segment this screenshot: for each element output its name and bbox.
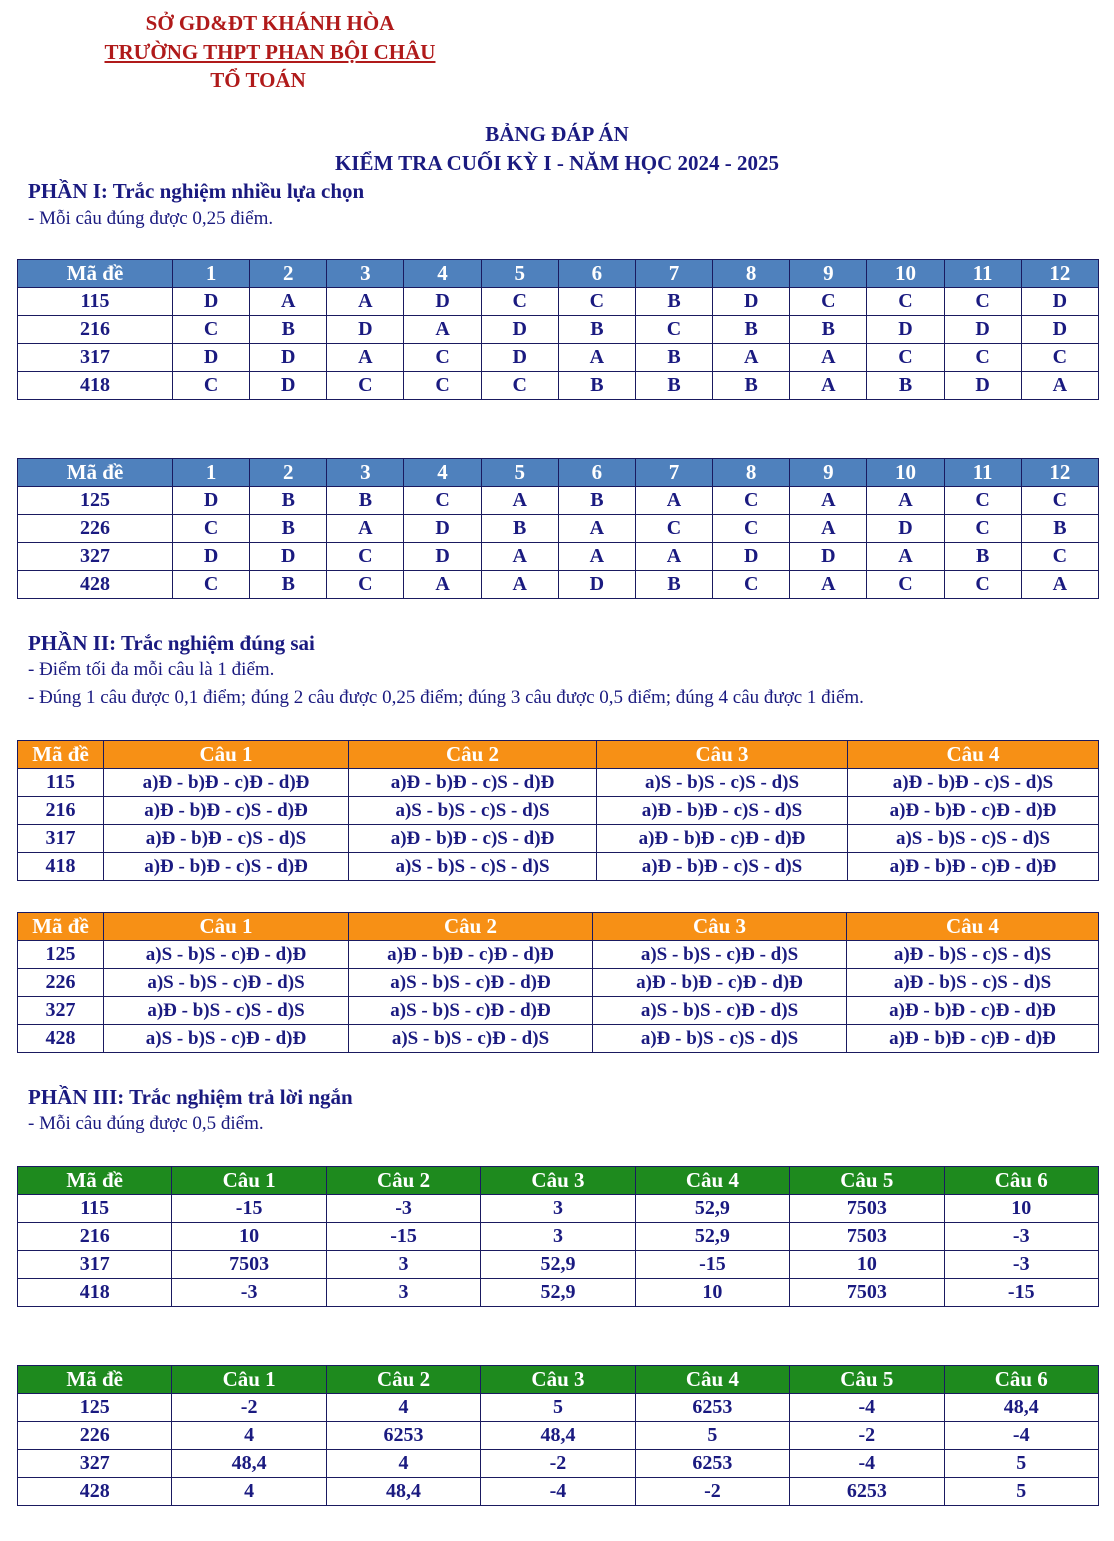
answer-cell: A: [558, 344, 635, 372]
answer-cell: D: [481, 316, 558, 344]
answer-cell: a)S - b)S - c)Đ - d)S: [104, 969, 349, 997]
answer-cell: -3: [944, 1251, 1098, 1279]
answer-cell: a)S - b)S - c)Đ - d)S: [593, 997, 847, 1025]
answer-cell: -3: [172, 1279, 326, 1307]
answer-cell: A: [867, 543, 944, 571]
column-header: Câu 2: [326, 1366, 480, 1394]
exam-code-cell: 216: [18, 316, 173, 344]
answer-cell: C: [404, 372, 481, 400]
answer-cell: D: [481, 344, 558, 372]
table-row: [18, 941, 1099, 969]
column-header: 4: [404, 459, 481, 487]
column-header: 3: [327, 459, 404, 487]
exam-code-cell: 115: [18, 769, 104, 797]
column-header: Câu 1: [172, 1366, 326, 1394]
column-header: Câu 4: [635, 1366, 789, 1394]
answer-cell: 3: [326, 1279, 480, 1307]
answer-cell: D: [250, 543, 327, 571]
answer-cell: A: [713, 344, 790, 372]
exam-code-cell: 216: [18, 1223, 172, 1251]
answer-cell: 7503: [790, 1223, 944, 1251]
answer-cell: D: [173, 543, 250, 571]
column-header: Câu 5: [790, 1167, 944, 1195]
answer-cell: A: [327, 288, 404, 316]
exam-code-cell: 317: [18, 344, 173, 372]
column-header: Câu 1: [104, 741, 349, 769]
answer-cell: a)Đ - b)Đ - c)Đ - d)Đ: [597, 825, 848, 853]
answer-cell: B: [635, 344, 712, 372]
answer-cell: C: [404, 487, 481, 515]
answer-cell: a)Đ - b)S - c)S - d)S: [104, 997, 349, 1025]
answer-cell: C: [327, 372, 404, 400]
exam-code-cell: 216: [18, 797, 104, 825]
answer-cell: 4: [326, 1450, 480, 1478]
table-row: [18, 1251, 1099, 1279]
column-header: Câu 4: [847, 913, 1099, 941]
answer-cell: a)S - b)S - c)Đ - d)S: [349, 1025, 593, 1053]
part1-table-2: [17, 458, 1099, 599]
answer-cell: A: [481, 571, 558, 599]
answer-cell: B: [558, 316, 635, 344]
answer-cell: 5: [944, 1478, 1098, 1506]
table-row: [18, 797, 1099, 825]
part3-heading: PHẦN III: Trắc nghiệm trả lời ngắn: [28, 1085, 353, 1109]
exam-code-cell: 317: [18, 825, 104, 853]
answer-cell: a)Đ - b)Đ - c)S - d)S: [597, 853, 848, 881]
answer-cell: D: [250, 372, 327, 400]
column-header: 2: [250, 260, 327, 288]
column-header: 8: [713, 260, 790, 288]
answer-cell: -3: [326, 1195, 480, 1223]
exam-code-cell: 428: [18, 1025, 104, 1053]
table-row: [18, 1025, 1099, 1053]
answer-cell: C: [944, 344, 1021, 372]
answer-cell: B: [250, 571, 327, 599]
table-row: [18, 1195, 1099, 1223]
table-row: [18, 316, 1099, 344]
table-header-row: [18, 260, 1099, 288]
answer-cell: C: [1021, 543, 1098, 571]
answer-cell: B: [558, 372, 635, 400]
answer-cell: D: [173, 288, 250, 316]
answer-cell: a)Đ - b)Đ - c)Đ - d)Đ: [848, 797, 1099, 825]
answer-cell: B: [327, 487, 404, 515]
answer-cell: C: [944, 288, 1021, 316]
part1-note: - Mỗi câu đúng được 0,25 điểm.: [28, 208, 274, 229]
answer-cell: A: [404, 316, 481, 344]
answer-cell: C: [635, 316, 712, 344]
table-row: [18, 344, 1099, 372]
answer-cell: 52,9: [635, 1195, 789, 1223]
table-header-row: [18, 1366, 1099, 1394]
answer-cell: C: [944, 515, 1021, 543]
answer-cell: -15: [326, 1223, 480, 1251]
table-row: [18, 1450, 1099, 1478]
exam-code-cell: 226: [18, 515, 173, 543]
answer-cell: D: [404, 288, 481, 316]
exam-code-cell: 327: [18, 997, 104, 1025]
answer-cell: 48,4: [326, 1478, 480, 1506]
table-row: [18, 571, 1099, 599]
column-header-code: Mã đề: [18, 913, 104, 941]
exam-code-cell: 125: [18, 1394, 172, 1422]
table-row: [18, 487, 1099, 515]
answer-cell: D: [173, 487, 250, 515]
column-header: 10: [867, 459, 944, 487]
answer-cell: -4: [790, 1394, 944, 1422]
answer-cell: 52,9: [481, 1251, 635, 1279]
column-header: Câu 5: [790, 1366, 944, 1394]
column-header: 1: [173, 260, 250, 288]
answer-cell: a)S - b)S - c)Đ - d)Đ: [104, 1025, 349, 1053]
answer-cell: C: [790, 288, 867, 316]
answer-cell: C: [1021, 344, 1098, 372]
answer-cell: a)S - b)S - c)Đ - d)S: [593, 941, 847, 969]
answer-cell: A: [250, 288, 327, 316]
answer-cell: D: [790, 543, 867, 571]
answer-cell: a)Đ - b)Đ - c)S - d)Đ: [349, 769, 597, 797]
exam-code-cell: 327: [18, 543, 173, 571]
answer-cell: A: [790, 487, 867, 515]
column-header: 11: [944, 459, 1021, 487]
answer-cell: -3: [944, 1223, 1098, 1251]
answer-cell: A: [790, 515, 867, 543]
answer-cell: 7503: [790, 1279, 944, 1307]
answer-cell: a)Đ - b)S - c)S - d)S: [847, 941, 1099, 969]
column-header: Câu 2: [349, 741, 597, 769]
department-name: SỞ GD&ĐT KHÁNH HÒA: [145, 11, 395, 35]
answer-cell: a)S - b)S - c)Đ - d)Đ: [349, 997, 593, 1025]
answer-cell: a)Đ - b)Đ - c)S - d)S: [597, 797, 848, 825]
answer-cell: D: [944, 372, 1021, 400]
answer-cell: A: [481, 543, 558, 571]
answer-cell: D: [1021, 316, 1098, 344]
answer-cell: A: [790, 571, 867, 599]
answer-cell: a)Đ - b)Đ - c)Đ - d)Đ: [847, 997, 1099, 1025]
column-header: Câu 4: [848, 741, 1099, 769]
table-row: [18, 515, 1099, 543]
answer-cell: B: [790, 316, 867, 344]
exam-code-cell: 428: [18, 571, 173, 599]
answer-cell: 52,9: [635, 1223, 789, 1251]
exam-code-cell: 418: [18, 853, 104, 881]
column-header: Câu 6: [944, 1366, 1098, 1394]
answer-cell: A: [790, 372, 867, 400]
table-row: [18, 997, 1099, 1025]
answer-cell: D: [867, 515, 944, 543]
part1-table-1: [17, 259, 1099, 400]
table-row: [18, 1223, 1099, 1251]
exam-code-cell: 115: [18, 1195, 172, 1223]
answer-cell: C: [1021, 487, 1098, 515]
school-name: TRƯỜNG THPT PHAN BỘI CHÂU: [104, 40, 436, 64]
answer-cell: a)Đ - b)Đ - c)S - d)Đ: [349, 825, 597, 853]
answer-cell: B: [635, 571, 712, 599]
answer-cell: C: [944, 487, 1021, 515]
column-header: 7: [635, 260, 712, 288]
answer-cell: 48,4: [481, 1422, 635, 1450]
answer-cell: 4: [326, 1394, 480, 1422]
column-header: Câu 3: [481, 1366, 635, 1394]
answer-cell: A: [327, 515, 404, 543]
answer-cell: a)Đ - b)Đ - c)S - d)S: [104, 825, 349, 853]
answer-cell: A: [790, 344, 867, 372]
column-header: 12: [1021, 260, 1098, 288]
exam-code-cell: 115: [18, 288, 173, 316]
answer-cell: D: [713, 288, 790, 316]
answer-cell: 48,4: [172, 1450, 326, 1478]
table-header-row: [18, 459, 1099, 487]
answer-cell: D: [327, 316, 404, 344]
answer-cell: B: [944, 543, 1021, 571]
answer-cell: D: [404, 543, 481, 571]
answer-cell: a)Đ - b)Đ - c)S - d)Đ: [104, 853, 349, 881]
table-header-row: [18, 913, 1099, 941]
answer-cell: -15: [635, 1251, 789, 1279]
answer-cell: a)S - b)S - c)S - d)S: [349, 797, 597, 825]
answer-cell: a)Đ - b)Đ - c)Đ - d)Đ: [104, 769, 349, 797]
exam-code-cell: 317: [18, 1251, 172, 1279]
answer-cell: B: [713, 316, 790, 344]
answer-cell: -4: [481, 1478, 635, 1506]
table-header-row: [18, 1167, 1099, 1195]
answer-cell: 5: [481, 1394, 635, 1422]
answer-cell: -4: [790, 1450, 944, 1478]
exam-code-cell: 418: [18, 372, 173, 400]
column-header-code: Mã đề: [18, 1167, 172, 1195]
table-header-row: [18, 741, 1099, 769]
answer-cell: -2: [481, 1450, 635, 1478]
part2-note-2: - Đúng 1 câu được 0,1 điểm; đúng 2 câu được 0,25 điểm; đúng 3 câu được 0,5 điểm; đúng 4 câu được 1 điểm.: [28, 687, 864, 708]
answer-cell: C: [867, 571, 944, 599]
column-header: 6: [558, 459, 635, 487]
answer-cell: 6253: [635, 1394, 789, 1422]
answer-cell: -2: [172, 1394, 326, 1422]
answer-cell: a)Đ - b)S - c)S - d)S: [847, 969, 1099, 997]
answer-cell: a)Đ - b)Đ - c)S - d)S: [848, 769, 1099, 797]
answer-cell: A: [327, 344, 404, 372]
table-row: [18, 825, 1099, 853]
answer-cell: D: [558, 571, 635, 599]
column-header: 9: [790, 260, 867, 288]
answer-cell: C: [173, 571, 250, 599]
part3-note: - Mỗi câu đúng được 0,5 điểm.: [28, 1113, 264, 1134]
answer-cell: B: [250, 487, 327, 515]
answer-cell: a)S - b)S - c)Đ - d)Đ: [349, 969, 593, 997]
table-row: [18, 1478, 1099, 1506]
table-row: [18, 543, 1099, 571]
column-header: Câu 2: [349, 913, 593, 941]
answer-cell: 7503: [790, 1195, 944, 1223]
answer-cell: A: [404, 571, 481, 599]
answer-cell: B: [713, 372, 790, 400]
answer-cell: D: [713, 543, 790, 571]
part1-heading: PHẦN I: Trắc nghiệm nhiều lựa chọn: [28, 179, 365, 203]
exam-code-cell: 327: [18, 1450, 172, 1478]
table-row: [18, 372, 1099, 400]
answer-cell: -4: [944, 1422, 1098, 1450]
table-row: [18, 1279, 1099, 1307]
answer-cell: 10: [172, 1223, 326, 1251]
answer-cell: a)Đ - b)Đ - c)Đ - d)Đ: [349, 941, 593, 969]
answer-cell: B: [1021, 515, 1098, 543]
exam-code-cell: 418: [18, 1279, 172, 1307]
answer-cell: -2: [790, 1422, 944, 1450]
answer-cell: D: [867, 316, 944, 344]
answer-cell: D: [1021, 288, 1098, 316]
part2-heading: PHẦN II: Trắc nghiệm đúng sai: [28, 631, 315, 655]
answer-cell: A: [558, 515, 635, 543]
answer-cell: 6253: [326, 1422, 480, 1450]
column-header: Câu 1: [172, 1167, 326, 1195]
answer-cell: 10: [944, 1195, 1098, 1223]
part3-table-1: [17, 1166, 1099, 1307]
column-header-code: Mã đề: [18, 1366, 172, 1394]
exam-code-cell: 428: [18, 1478, 172, 1506]
answer-cell: C: [481, 372, 558, 400]
column-header: 10: [867, 260, 944, 288]
answer-cell: 10: [635, 1279, 789, 1307]
exam-code-cell: 226: [18, 1422, 172, 1450]
table-row: [18, 969, 1099, 997]
column-header: 9: [790, 459, 867, 487]
answer-cell: a)S - b)S - c)S - d)S: [848, 825, 1099, 853]
answer-cell: 6253: [635, 1450, 789, 1478]
answer-cell: D: [404, 515, 481, 543]
answer-cell: C: [173, 316, 250, 344]
answer-cell: 52,9: [481, 1279, 635, 1307]
group-name: TỔ TOÁN: [210, 68, 306, 92]
column-header: Câu 1: [104, 913, 349, 941]
part3-table-2: [17, 1365, 1099, 1506]
answer-cell: a)S - b)S - c)S - d)S: [349, 853, 597, 881]
answer-cell: C: [713, 487, 790, 515]
answer-cell: C: [867, 344, 944, 372]
column-header: 4: [404, 260, 481, 288]
column-header: 5: [481, 459, 558, 487]
table-row: [18, 1394, 1099, 1422]
answer-cell: B: [635, 372, 712, 400]
answer-cell: 6253: [790, 1478, 944, 1506]
answer-cell: 3: [481, 1195, 635, 1223]
exam-code-cell: 125: [18, 941, 104, 969]
answer-cell: A: [635, 543, 712, 571]
answer-cell: B: [250, 316, 327, 344]
answer-cell: 4: [172, 1478, 326, 1506]
answer-cell: A: [481, 487, 558, 515]
table-row: [18, 1422, 1099, 1450]
answer-cell: a)Đ - b)S - c)S - d)S: [593, 1025, 847, 1053]
part2-table-2: [17, 912, 1099, 1053]
answer-cell: C: [173, 372, 250, 400]
table-row: [18, 288, 1099, 316]
column-header: Câu 3: [597, 741, 848, 769]
answer-cell: 10: [790, 1251, 944, 1279]
column-header-code: Mã đề: [18, 260, 173, 288]
answer-cell: B: [481, 515, 558, 543]
answer-cell: 7503: [172, 1251, 326, 1279]
answer-cell: C: [713, 515, 790, 543]
answer-cell: C: [713, 571, 790, 599]
answer-cell: a)Đ - b)Đ - c)Đ - d)Đ: [848, 853, 1099, 881]
answer-cell: a)Đ - b)Đ - c)S - d)Đ: [104, 797, 349, 825]
answer-cell: C: [404, 344, 481, 372]
exam-code-cell: 125: [18, 487, 173, 515]
column-header: 7: [635, 459, 712, 487]
table-row: [18, 853, 1099, 881]
column-header: Câu 3: [481, 1167, 635, 1195]
answer-cell: D: [173, 344, 250, 372]
answer-cell: 48,4: [944, 1394, 1098, 1422]
answer-cell: A: [558, 543, 635, 571]
answer-cell: B: [250, 515, 327, 543]
answer-cell: a)S - b)S - c)S - d)S: [597, 769, 848, 797]
answer-cell: B: [867, 372, 944, 400]
table-row: [18, 769, 1099, 797]
answer-cell: D: [944, 316, 1021, 344]
answer-cell: B: [635, 288, 712, 316]
answer-cell: a)Đ - b)Đ - c)Đ - d)Đ: [593, 969, 847, 997]
doc-subtitle: KIỂM TRA CUỐI KỲ I - NĂM HỌC 2024 - 2025: [334, 151, 780, 175]
answer-cell: 3: [481, 1223, 635, 1251]
column-header: Câu 4: [635, 1167, 789, 1195]
column-header: Câu 2: [326, 1167, 480, 1195]
answer-cell: -2: [635, 1478, 789, 1506]
answer-cell: -15: [944, 1279, 1098, 1307]
answer-cell: A: [635, 487, 712, 515]
answer-cell: C: [944, 571, 1021, 599]
answer-cell: 3: [326, 1251, 480, 1279]
answer-cell: -15: [172, 1195, 326, 1223]
answer-cell: a)S - b)S - c)Đ - d)Đ: [104, 941, 349, 969]
answer-cell: C: [173, 515, 250, 543]
answer-cell: C: [558, 288, 635, 316]
column-header: 11: [944, 260, 1021, 288]
answer-cell: D: [250, 344, 327, 372]
answer-cell: C: [481, 288, 558, 316]
column-header: 8: [713, 459, 790, 487]
answer-cell: C: [867, 288, 944, 316]
answer-cell: C: [327, 543, 404, 571]
doc-title: BẢNG ĐÁP ÁN: [485, 122, 629, 146]
column-header: 12: [1021, 459, 1098, 487]
column-header-code: Mã đề: [18, 459, 173, 487]
part2-note-1: - Điểm tối đa mỗi câu là 1 điểm.: [28, 659, 275, 680]
column-header: 3: [327, 260, 404, 288]
column-header: Câu 3: [593, 913, 847, 941]
answer-cell: C: [327, 571, 404, 599]
answer-cell: C: [635, 515, 712, 543]
column-header: 1: [173, 459, 250, 487]
answer-cell: 4: [172, 1422, 326, 1450]
column-header: 5: [481, 260, 558, 288]
column-header: 6: [558, 260, 635, 288]
answer-cell: 5: [944, 1450, 1098, 1478]
answer-cell: A: [1021, 571, 1098, 599]
answer-cell: A: [867, 487, 944, 515]
answer-cell: B: [558, 487, 635, 515]
answer-cell: 5: [635, 1422, 789, 1450]
answer-cell: A: [1021, 372, 1098, 400]
answer-cell: a)Đ - b)Đ - c)Đ - d)Đ: [847, 1025, 1099, 1053]
exam-code-cell: 226: [18, 969, 104, 997]
column-header: Câu 6: [944, 1167, 1098, 1195]
part2-table-1: [17, 740, 1099, 881]
column-header-code: Mã đề: [18, 741, 104, 769]
column-header: 2: [250, 459, 327, 487]
